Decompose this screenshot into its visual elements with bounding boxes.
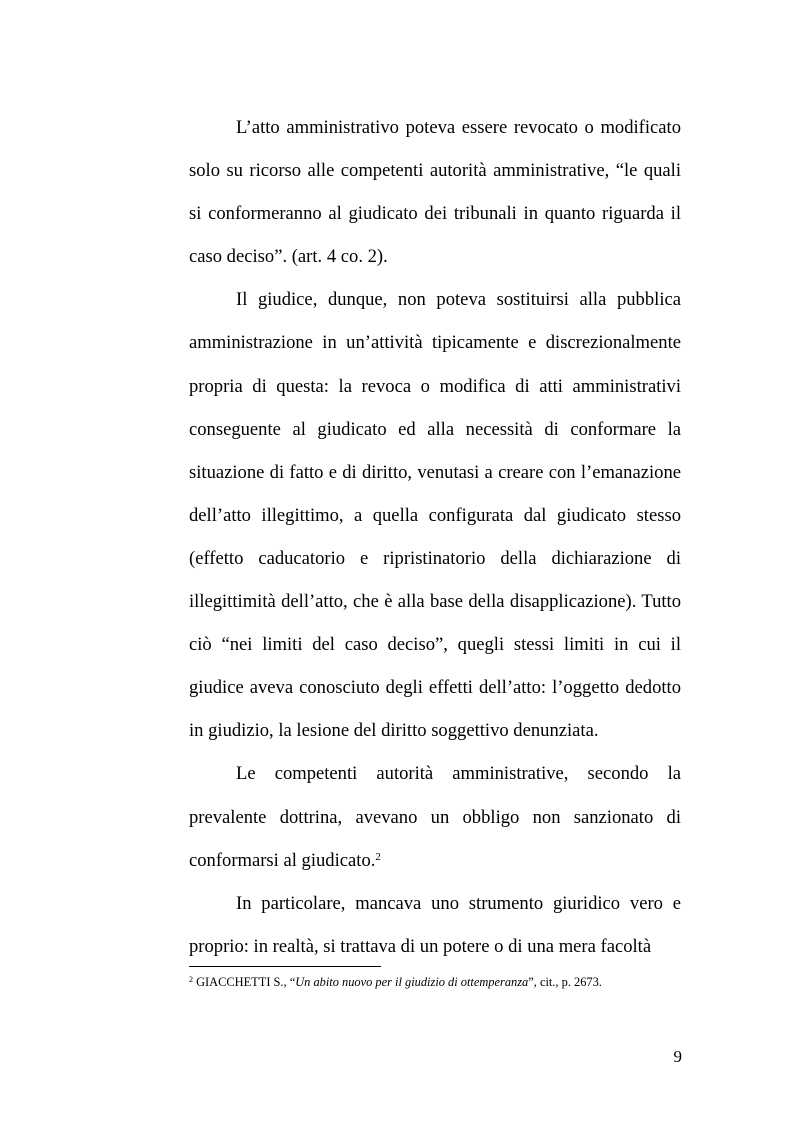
paragraph: L’atto amministrativo poteva essere revocato o modificato solo su ricorso alle competenti autorità amministrative, “le quali si conformeranno al giudicato dei tribunali in quanto riguarda il caso deciso”. (art. 4 co. 2).: [189, 117, 681, 268]
page-number: 9: [673, 1047, 682, 1066]
footnote-reference[interactable]: 2: [375, 850, 381, 863]
paragraph: In particolare, mancava uno strumento giuridico vero e proprio: in realtà, si trattava di un potere o di una mera facoltà: [189, 892, 681, 957]
footnote-title: Un abito nuovo per il giudizio di ottemperanza: [295, 975, 529, 989]
footnote: [189, 973, 689, 991]
footnote-number: 2: [189, 975, 193, 984]
body-text: [189, 106, 681, 968]
paragraph: Le competenti autorità amministrative, secondo la prevalente dottrina, avevano un obbligo non sanzionato di conformarsi al giudicato.$^2$: [189, 763, 681, 871]
footnote-citation: ”, cit., p. 2673.: [528, 975, 602, 989]
paragraph: Il giudice, dunque, non poteva sostituirsi alla pubblica amministrazione in un’attività tipicamente e discrezionalmente propria di questa: la revoca o modifica di atti amministrativi conseguente al giudicato ed alla necessità di conformare la situazione di fatto e di diritto, venutasi a creare con l’emanazione dell’atto illegittimo, a quella configurata dal giudicato stesso (effetto caducatorio e ripristinatorio della dichiarazione di illegittimità dell’atto, che è alla base della disapplicazione). Tutto ciò “nei limiti del caso deciso”, quegli stessi limiti in cui il giudice aveva conosciuto degli effetti dell’atto: l’oggetto dedotto in giudizio, la lesione del diritto soggettivo denunziata.: [189, 289, 681, 742]
footnote-author: GIACCHETTI S., “: [196, 975, 296, 989]
footnote-separator: [189, 966, 381, 967]
